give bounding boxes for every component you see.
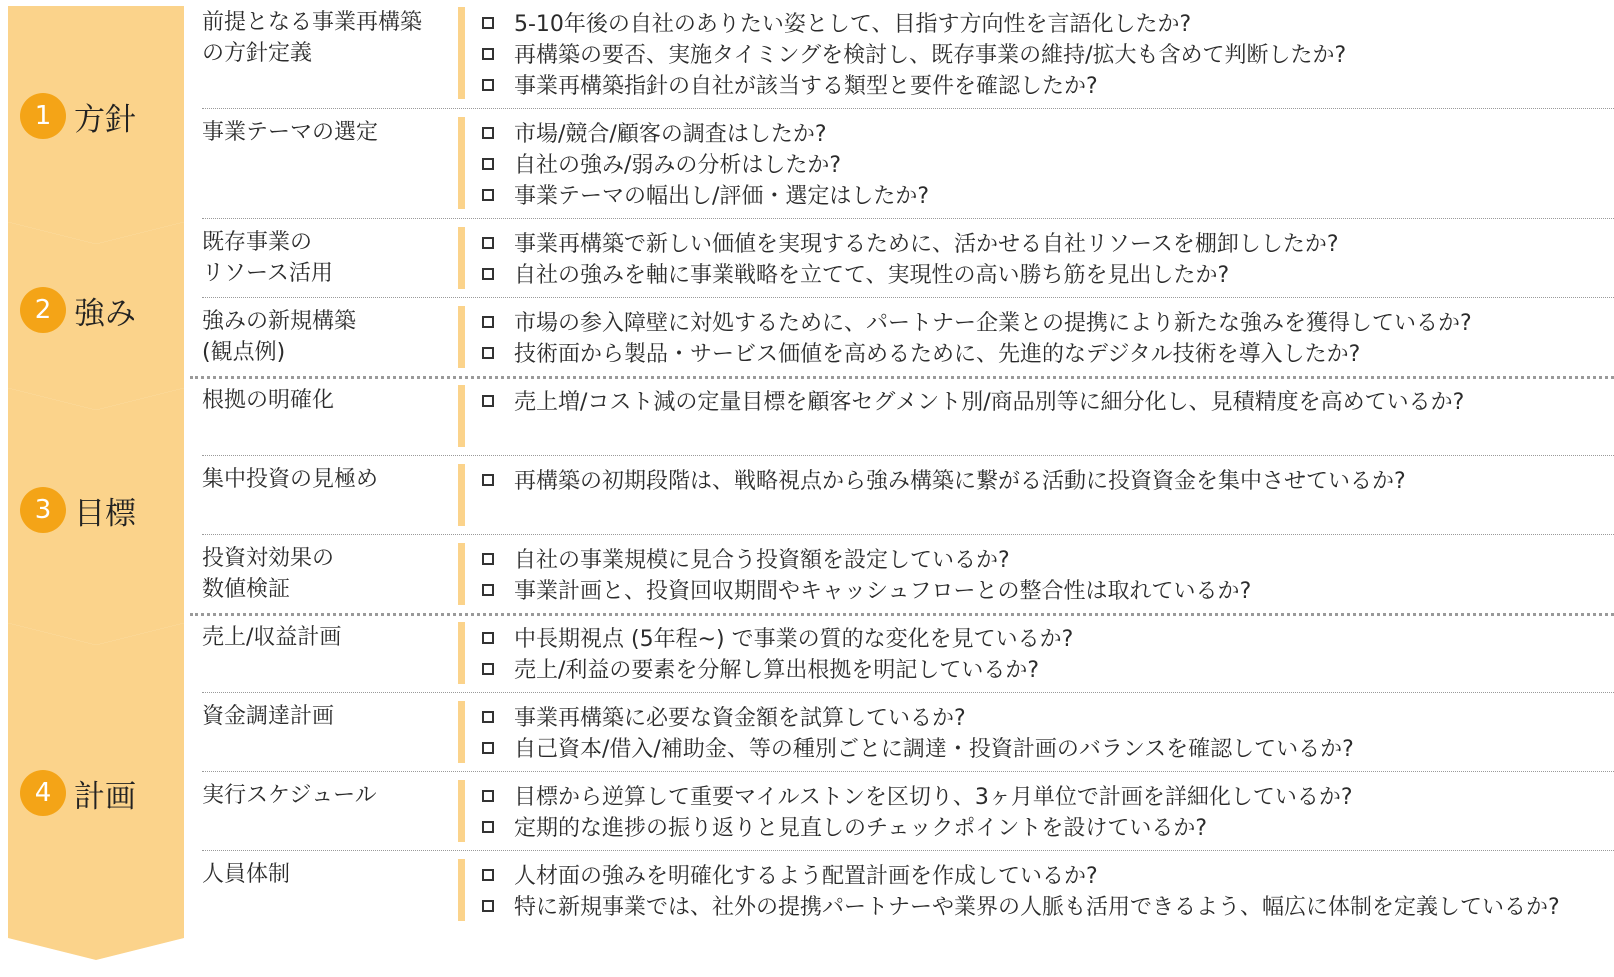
- checkbox-icon[interactable]: [482, 127, 494, 139]
- checklist-item[interactable]: [482, 464, 1406, 495]
- stage-number-badge: 1: [20, 93, 66, 139]
- topic-label: 資金調達計画: [202, 704, 335, 729]
- stage-divider: [190, 376, 1614, 379]
- stage-divider: [190, 613, 1614, 616]
- checkbox-icon[interactable]: [482, 48, 494, 60]
- checklist-item[interactable]: [482, 337, 1472, 368]
- accent-bar: [458, 859, 465, 921]
- row-divider: [202, 692, 1614, 693]
- checklist-item-text: 目標から逆算して重要マイルストンを区切り、3ヶ月単位で計画を詳細化しているか?: [514, 785, 1353, 810]
- accent-bar: [458, 227, 465, 289]
- checklist-item-text: 事業再構築に必要な資金額を試算しているか?: [514, 706, 966, 731]
- topic-label: 事業テーマの選定: [202, 120, 379, 145]
- checklist-item-text: 5-10年後の自社のありたい姿として、目指す方向性を言語化したか?: [514, 12, 1192, 37]
- stage-name: 計画: [74, 778, 136, 815]
- checklist-item[interactable]: [482, 732, 1354, 763]
- checklist: [482, 385, 1464, 416]
- checklist-item[interactable]: [482, 653, 1073, 684]
- checklist: [482, 227, 1339, 289]
- checkbox-icon[interactable]: [482, 584, 494, 596]
- checklist-item-text: 自己資本/借入/補助金、等の種別ごとに調達・投資計画のバランスを確認しているか?: [514, 737, 1354, 762]
- checklist-item-text: 人材面の強みを明確化するよう配置計画を作成しているか?: [514, 864, 1098, 889]
- checklist: [482, 117, 929, 210]
- checklist-item[interactable]: [482, 306, 1472, 337]
- stage-number-badge: 4: [20, 770, 66, 816]
- checkbox-icon[interactable]: [482, 474, 494, 486]
- accent-bar: [458, 306, 465, 368]
- topic-label: 投資対効果の 数値検証: [202, 546, 335, 602]
- accent-bar: [458, 464, 465, 526]
- checklist: [482, 543, 1251, 605]
- checklist-item[interactable]: [482, 811, 1353, 842]
- checklist: [482, 7, 1346, 100]
- checklist: [482, 464, 1406, 495]
- checklist-item[interactable]: [482, 385, 1464, 416]
- checklist-item[interactable]: [482, 574, 1251, 605]
- checklist-item[interactable]: [482, 859, 1560, 890]
- topic-label: 根拠の明確化: [202, 388, 335, 413]
- topic-label: 強みの新規構築 (観点例): [202, 309, 357, 365]
- checkbox-icon[interactable]: [482, 268, 494, 280]
- stage-label: [20, 287, 136, 333]
- topic-label: 人員体制: [202, 862, 291, 887]
- stage-name: 方針: [74, 101, 136, 138]
- checklist-item-text: 売上増/コスト減の定量目標を顧客セグメント別/商品別等に細分化し、見積精度を高めているか?: [514, 390, 1465, 415]
- topic-label: 実行スケジュール: [202, 783, 377, 808]
- checklist: [482, 859, 1560, 921]
- stage-label: [20, 770, 136, 816]
- checkbox-icon[interactable]: [482, 17, 494, 29]
- checklist-item-text: 市場の参入障壁に対処するために、パートナー企業との提携により新たな強みを獲得しているか?: [514, 311, 1472, 336]
- checkbox-icon[interactable]: [482, 821, 494, 833]
- checklist-item-text: 特に新規事業では、社外の提携パートナーや業界の人脈も活用できるよう、幅広に体制を定義しているか?: [514, 895, 1560, 920]
- checkbox-icon[interactable]: [482, 900, 494, 912]
- checkbox-icon[interactable]: [482, 553, 494, 565]
- checklist-item-text: 事業再構築指針の自社が該当する類型と要件を確認したか?: [514, 74, 1098, 99]
- accent-bar: [458, 117, 465, 209]
- checkbox-icon[interactable]: [482, 316, 494, 328]
- stage-number-badge: 3: [20, 487, 66, 533]
- checkbox-icon[interactable]: [482, 158, 494, 170]
- checkbox-icon[interactable]: [482, 742, 494, 754]
- checkbox-icon[interactable]: [482, 347, 494, 359]
- checklist-item[interactable]: [482, 543, 1251, 574]
- row-divider: [202, 455, 1614, 456]
- checklist: [482, 780, 1353, 842]
- row-divider: [202, 108, 1614, 109]
- checklist-item-text: 自社の強みを軸に事業戦略を立てて、実現性の高い勝ち筋を見出したか?: [514, 263, 1230, 288]
- checklist-item-text: 再構築の初期段階は、戦略視点から強み構築に繋がる活動に投資資金を集中させているか?: [514, 469, 1406, 494]
- checklist-item-text: 自社の強み/弱みの分析はしたか?: [514, 153, 842, 178]
- stage-number-badge: 2: [20, 287, 66, 333]
- checklist-item-text: 技術面から製品・サービス価値を高めるために、先進的なデジタル技術を導入したか?: [514, 342, 1361, 367]
- checklist-item[interactable]: [482, 179, 929, 210]
- checkbox-icon[interactable]: [482, 711, 494, 723]
- checklist-item[interactable]: [482, 227, 1339, 258]
- accent-bar: [458, 385, 465, 447]
- checklist-item-text: 事業テーマの幅出し/評価・選定はしたか?: [514, 184, 930, 209]
- checklist-item-text: 売上/利益の要素を分解し算出根拠を明記しているか?: [514, 658, 1040, 683]
- checklist: [482, 622, 1073, 684]
- checklist-item[interactable]: [482, 148, 929, 179]
- checklist: [482, 701, 1354, 763]
- checklist-item-text: 自社の事業規模に見合う投資額を設定しているか?: [514, 548, 1010, 573]
- accent-bar: [458, 7, 465, 99]
- accent-bar: [458, 622, 465, 684]
- topic-label: 既存事業の リソース活用: [202, 230, 333, 286]
- checklist-item[interactable]: [482, 622, 1073, 653]
- stage-name: 目標: [74, 495, 136, 532]
- checklist-item[interactable]: [482, 258, 1339, 289]
- topic-label: 売上/収益計画: [202, 625, 342, 650]
- checkbox-icon[interactable]: [482, 189, 494, 201]
- checklist-item-text: 事業再構築で新しい価値を実現するために、活かせる自社リソースを棚卸ししたか?: [514, 232, 1339, 257]
- checkbox-icon[interactable]: [482, 663, 494, 675]
- checkbox-icon[interactable]: [482, 237, 494, 249]
- accent-bar: [458, 543, 465, 605]
- row-divider: [202, 297, 1614, 298]
- checklist-item[interactable]: [482, 701, 1354, 732]
- checkbox-icon[interactable]: [482, 632, 494, 644]
- topic-label: 集中投資の見極め: [202, 467, 379, 492]
- checklist-item-text: 中長期視点 (5年程~) で事業の質的な変化を見ているか?: [514, 627, 1074, 652]
- checklist: [482, 306, 1472, 368]
- row-divider: [202, 850, 1614, 851]
- checklist-item[interactable]: [482, 117, 929, 148]
- row-divider: [202, 218, 1614, 219]
- stage-name: 強み: [74, 295, 136, 332]
- checklist-item[interactable]: [482, 890, 1560, 921]
- checklist-item-text: 事業計画と、投資回収期間やキャッシュフローとの整合性は取れているか?: [514, 579, 1252, 604]
- row-divider: [202, 534, 1614, 535]
- checklist-item[interactable]: [482, 69, 1346, 100]
- checklist-item-text: 再構築の要否、実施タイミングを検討し、既存事業の維持/拡大も含めて判断したか?: [514, 43, 1347, 68]
- row-divider: [202, 771, 1614, 772]
- topic-label: 前提となる事業再構築 の方針定義: [202, 10, 423, 66]
- stage-label: [20, 93, 136, 139]
- stage-label: [20, 487, 136, 533]
- accent-bar: [458, 780, 465, 842]
- checkbox-icon[interactable]: [482, 869, 494, 881]
- accent-bar: [458, 701, 465, 763]
- checklist-item[interactable]: [482, 7, 1346, 38]
- checkbox-icon[interactable]: [482, 79, 494, 91]
- checklist-item[interactable]: [482, 38, 1346, 69]
- checklist-item-text: 市場/競合/顧客の調査はしたか?: [514, 122, 827, 147]
- checklist-item[interactable]: [482, 780, 1353, 811]
- checkbox-icon[interactable]: [482, 395, 494, 407]
- checkbox-icon[interactable]: [482, 790, 494, 802]
- checklist-item-text: 定期的な進捗の振り返りと見直しのチェックポイントを設けているか?: [514, 816, 1208, 841]
